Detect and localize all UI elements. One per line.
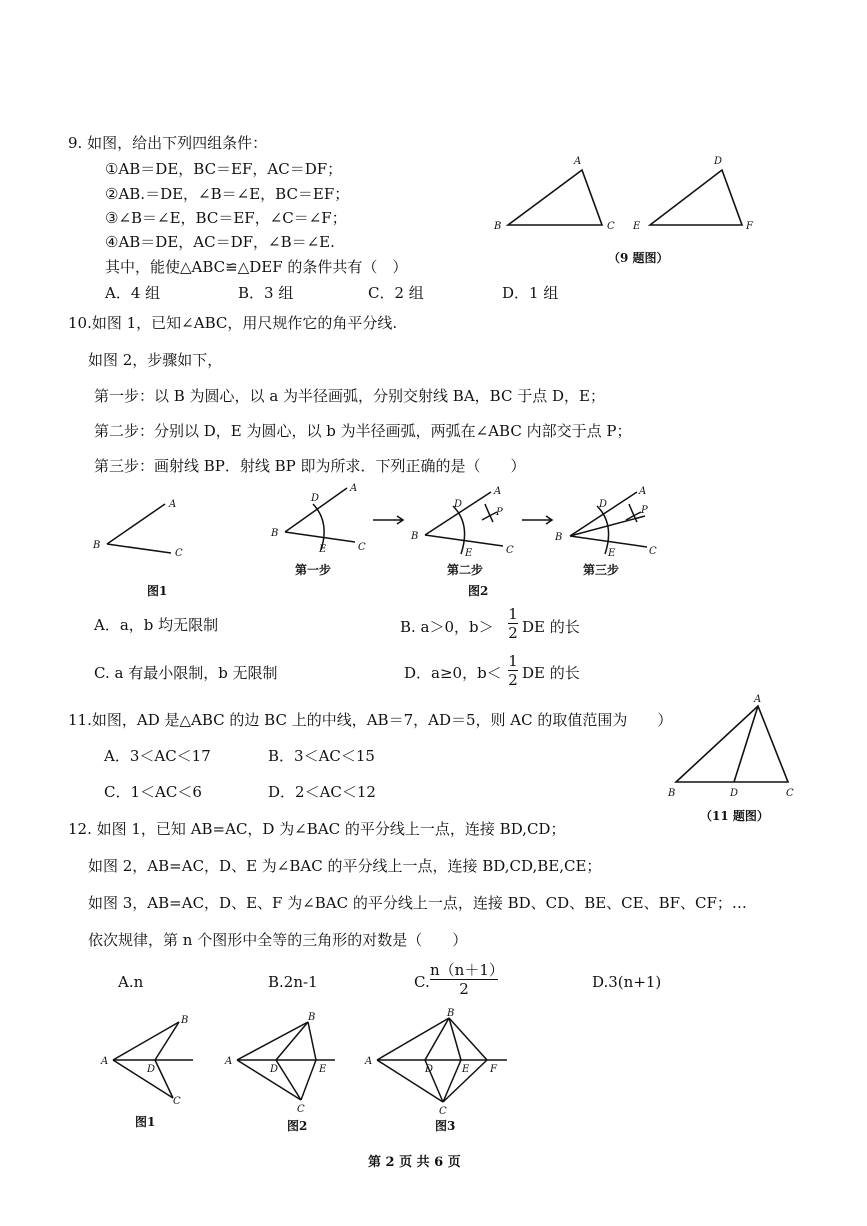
svg-text:B: B bbox=[555, 532, 563, 543]
q12-line-4: 依次规律，第 n 个图形中全等的三角形的对数是（ ） bbox=[88, 931, 468, 949]
q9-option-a: A．4 组 bbox=[105, 284, 161, 302]
q11-option-c: C．1＜AC＜6 bbox=[104, 783, 202, 801]
q9-condition-1: ①AB＝DE，BC＝EF，AC＝DF； bbox=[105, 160, 343, 178]
svg-text:A: A bbox=[494, 486, 502, 497]
svg-text:A: A bbox=[225, 1056, 233, 1067]
q10-option-c: C. a 有最小限制，b 无限制 bbox=[94, 664, 278, 682]
svg-text:B: B bbox=[93, 540, 101, 551]
svg-text:B: B bbox=[411, 531, 419, 542]
q10-fig1-caption: 图1 bbox=[147, 584, 168, 598]
q10-step2-caption: 第二步 bbox=[447, 563, 484, 577]
svg-text:C: C bbox=[607, 221, 615, 232]
q10-option-d-suffix: DE 的长 bbox=[522, 664, 580, 682]
svg-text:C: C bbox=[358, 542, 366, 553]
q10-step-2: 第二步：分别以 D，E 为圆心，以 b 为半径画弧，两弧在∠ABC 内部交于点 P； bbox=[94, 422, 632, 440]
svg-text:C: C bbox=[175, 548, 183, 559]
q9-option-d: D．1 组 bbox=[502, 284, 559, 302]
svg-text:C: C bbox=[786, 788, 794, 799]
q9-question: 其中，能使△ABC≌△DEF 的条件共有（ ） bbox=[105, 258, 408, 276]
triangle-def bbox=[650, 170, 742, 225]
svg-text:D: D bbox=[147, 1064, 156, 1075]
q12-fig3-caption: 图3 bbox=[435, 1119, 456, 1133]
q10-intro: 如图 2，步骤如下， bbox=[88, 351, 223, 369]
svg-text:D: D bbox=[270, 1064, 279, 1075]
q10-figures bbox=[85, 478, 675, 608]
q10-step-1: 第一步：以 B 为圆心，以 a 为半径画弧，分别交射线 BA，BC 于点 D，E； bbox=[94, 387, 605, 405]
svg-text:P: P bbox=[641, 505, 648, 516]
q12-option-a: A.n bbox=[118, 973, 144, 991]
svg-text:C: C bbox=[173, 1096, 181, 1107]
q9-figure bbox=[490, 150, 770, 270]
q9-condition-4: ④AB＝DE，AC＝DF，∠B＝∠E. bbox=[105, 233, 335, 251]
svg-text:C: C bbox=[297, 1104, 305, 1115]
q10-step3-caption: 第三步 bbox=[583, 563, 620, 577]
svg-text:P: P bbox=[496, 507, 503, 518]
svg-text:D: D bbox=[425, 1064, 434, 1075]
svg-text:D: D bbox=[714, 156, 723, 167]
svg-text:B: B bbox=[668, 788, 676, 799]
q11-figure bbox=[660, 690, 810, 830]
svg-text:A: A bbox=[574, 156, 582, 167]
q12-option-b: B.2n-1 bbox=[268, 973, 318, 991]
q11-option-a: A．3＜AC＜17 bbox=[104, 747, 211, 765]
svg-text:D: D bbox=[454, 499, 463, 510]
svg-text:F: F bbox=[490, 1064, 497, 1075]
q11-option-b: B．3＜AC＜15 bbox=[268, 747, 375, 765]
q12-option-c-fraction: n（n＋1） 2 bbox=[430, 961, 504, 998]
svg-text:E: E bbox=[465, 548, 473, 559]
svg-text:D: D bbox=[311, 493, 320, 504]
q9-option-b: B．3 组 bbox=[238, 284, 294, 302]
svg-text:C: C bbox=[649, 546, 657, 557]
svg-text:F: F bbox=[746, 221, 753, 232]
q10-step-3: 第三步：画射线 BP．射线 BP 即为所求．下列正确的是（ ） bbox=[94, 457, 526, 475]
q12-option-d: D.3(n+1) bbox=[592, 973, 662, 991]
svg-text:E: E bbox=[462, 1064, 470, 1075]
svg-text:C: C bbox=[506, 545, 514, 556]
q10-option-d-fraction: 1 2 bbox=[508, 652, 518, 689]
q9-stem: 9. 如图，给出下列四组条件： bbox=[68, 134, 268, 152]
svg-text:A: A bbox=[101, 1056, 109, 1067]
q9-figure-caption: （9 题图） bbox=[608, 251, 669, 265]
q11-option-d: D．2＜AC＜12 bbox=[268, 783, 376, 801]
svg-text:A: A bbox=[169, 499, 177, 510]
svg-text:B: B bbox=[447, 1008, 455, 1019]
svg-text:B: B bbox=[181, 1015, 189, 1026]
svg-text:A: A bbox=[365, 1056, 373, 1067]
q10-fig2-caption: 图2 bbox=[468, 584, 489, 598]
q12-option-c-prefix: C. bbox=[414, 973, 430, 991]
page-footer: 第 2 页 共 6 页 bbox=[368, 1155, 461, 1170]
svg-text:A: A bbox=[754, 694, 762, 705]
svg-text:A: A bbox=[639, 486, 647, 497]
svg-text:D: D bbox=[730, 788, 739, 799]
q11-figure-caption: （11 题图） bbox=[700, 809, 769, 823]
q10-option-b-suffix: DE 的长 bbox=[522, 618, 580, 636]
svg-text:B: B bbox=[308, 1012, 316, 1023]
svg-text:E: E bbox=[319, 544, 327, 555]
q12-fig2-caption: 图2 bbox=[287, 1119, 308, 1133]
svg-text:E: E bbox=[633, 221, 641, 232]
q10-option-d-prefix: D．a≥0，b＜ bbox=[404, 664, 502, 682]
svg-text:B: B bbox=[494, 221, 502, 232]
svg-text:B: B bbox=[271, 528, 279, 539]
svg-text:D: D bbox=[599, 499, 608, 510]
q10-option-b-prefix: B. a＞0，b＞ bbox=[400, 618, 494, 636]
q12-figures bbox=[95, 1008, 525, 1138]
q9-option-c: C．2 组 bbox=[368, 284, 424, 302]
q11-stem: 11.如图，AD 是△ABC 的边 BC 上的中线，AB＝7，AD＝5，则 AC 的取值范围为 ） bbox=[68, 711, 673, 729]
q12-line-1: 12. 如图 1，已知 AB=AC，D 为∠BAC 的平分线上一点，连接 BD,CD； bbox=[68, 820, 566, 838]
q10-option-b-fraction: 1 2 bbox=[508, 605, 518, 642]
svg-text:E: E bbox=[319, 1064, 327, 1075]
q12-line-3: 如图 3，AB=AC，D、E、F 为∠BAC 的平分线上一点，连接 BD、CD、BE、CE、BF、CF；… bbox=[88, 894, 747, 912]
q10-step1-caption: 第一步 bbox=[295, 563, 332, 577]
q12-line-2: 如图 2，AB=AC，D、E 为∠BAC 的平分线上一点，连接 BD,CD,BE,CE； bbox=[88, 857, 602, 875]
q10-option-a: A．a，b 均无限制 bbox=[94, 616, 219, 634]
svg-text:C: C bbox=[439, 1106, 447, 1117]
q12-fig1-caption: 图1 bbox=[135, 1115, 156, 1129]
q9-condition-3: ③∠B＝∠E，BC＝EF，∠C＝∠F； bbox=[105, 209, 347, 227]
svg-text:E: E bbox=[608, 548, 616, 559]
q9-condition-2: ②AB.＝DE，∠B＝∠E，BC＝EF； bbox=[105, 185, 350, 203]
q10-stem: 10.如图 1，已知∠ABC，用尺规作它的角平分线. bbox=[68, 314, 398, 332]
triangle-abc bbox=[508, 170, 602, 225]
svg-text:A: A bbox=[350, 483, 358, 494]
